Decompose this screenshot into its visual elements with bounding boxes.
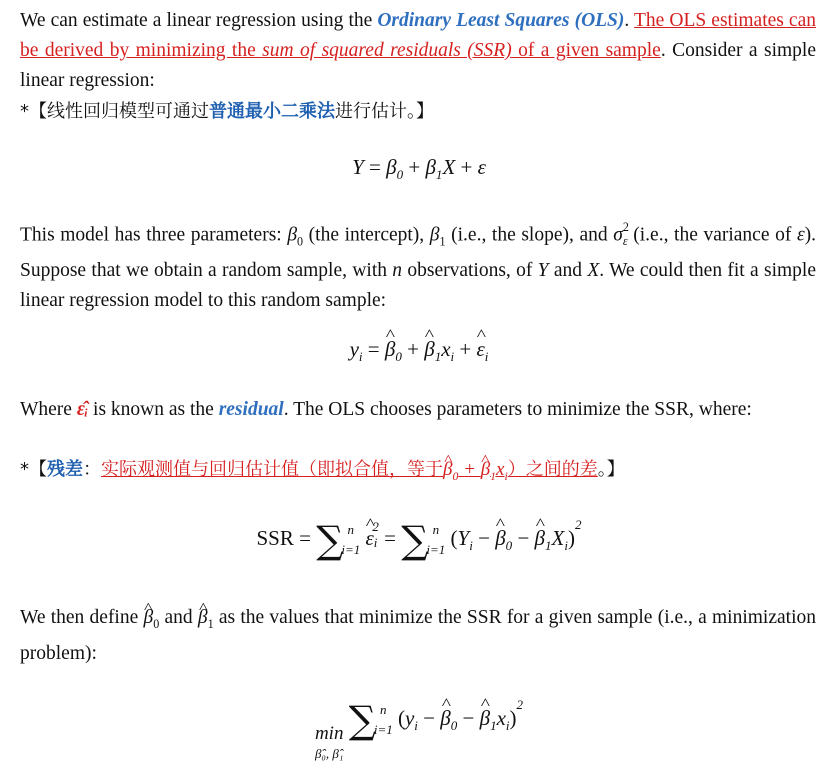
- note1-close: 进行估计。】: [335, 101, 434, 122]
- residual-symbol: ε̂ᵢ: [76, 399, 89, 420]
- ssr-equation: SSR = ∑ n i=1 ^ $\varepsilon_i^2$ = ∑ n i=1 ($Y_i$ − ^ $\beta_0$ − ^ $\beta_1X_i)^2$: [0, 520, 838, 560]
- note2-close: 。】: [597, 459, 625, 480]
- sum-top-1: n: [347, 522, 355, 537]
- note2-fitted-expr: ^ $\beta_0$ + ^ $\beta_1x_i$: [443, 459, 508, 480]
- chinese-note-1: [20, 97, 816, 127]
- chinese-note-2: [20, 455, 816, 492]
- sum-limits-3: [374, 700, 393, 740]
- sum-sign-3: ∑: [348, 697, 376, 742]
- sum-limits-2: [426, 520, 445, 560]
- min-subscript: β̂₀, β̂₁: [314, 745, 344, 761]
- note2-open: 【: [29, 459, 47, 480]
- sum-limits-1: [341, 520, 360, 560]
- note-star: *: [20, 101, 29, 122]
- note2-colon: ：: [83, 459, 101, 480]
- sum-sign-2: ∑: [401, 517, 429, 562]
- regression-equation: $Y = \beta_0 + \beta_1X + \varepsilon$: [352, 155, 486, 183]
- sum-bottom-1: i=1: [341, 542, 361, 557]
- residual-paragraph: [20, 395, 816, 425]
- sum-top-3: n: [380, 702, 387, 717]
- intro-paragraph: [20, 6, 816, 96]
- intro-text-b: .: [624, 10, 634, 31]
- note2-definition-b: ）之间的差: [507, 459, 598, 480]
- note2-definition-a: 实际观测值与回归估计值（即拟合值，等于: [101, 459, 443, 480]
- sum-bottom-3: i=1: [373, 722, 393, 737]
- ols-definition-b: of a given sample: [511, 40, 661, 61]
- ols-definition-a: The OLS estimates can be derived by minimizing the: [20, 10, 816, 61]
- note2-residual-cn: 残差: [47, 459, 83, 480]
- intro-text: We can estimate a linear regression using the: [20, 10, 378, 31]
- parameters-paragraph: This model has three parameters: $\beta_0$ (the intercept), $\beta_1$ (i.e., the slope), and $\sigma^2_\varepsilon$ (i.e., the variance of ε). Suppose that we obtain a random sample, with n observations, of Y and X. We could then fit a simple linear regression model to this random sample:: [20, 220, 816, 312]
- note1-open: 【线性回归模型可通过: [29, 101, 209, 122]
- min-equation: min β̂₀, β̂₁ ∑ n i=1 ($y_i$ − ^ $\beta_0$ − ^ $\beta_1x_i)^2$: [0, 700, 838, 764]
- min-word: min: [314, 722, 344, 744]
- residual-text-b: is known as the: [88, 399, 219, 420]
- intro-text-c: . Consider a simple linear regression:: [20, 40, 816, 91]
- sum-bottom-2: i=1: [426, 542, 446, 557]
- ols-term: Ordinary Least Squares (OLS): [377, 10, 625, 31]
- fitted-equation: $y_i$ = ^ $\beta_0$ + ^ $\beta_1x_i$ + ^ $\varepsilon_i$: [0, 337, 838, 365]
- residual-text-c: . The OLS chooses parameters to minimize the SSR, where:: [283, 399, 752, 420]
- ssr-label: SSR: [256, 525, 294, 550]
- note2-definition: [101, 459, 598, 483]
- ssr-term: sum of squared residuals (SSR): [262, 40, 512, 61]
- minimize-paragraph: We then define ^ $\beta_0$ and ^ $\beta_1$ as the values that minimize the SSR for a given sample (i.e., a minimization problem):: [20, 603, 816, 669]
- sum-sign-1: ∑: [316, 517, 344, 562]
- residual-text-a: Where: [20, 399, 77, 420]
- residual-term: residual: [218, 399, 284, 420]
- note2-star: *: [20, 459, 29, 480]
- note1-ols-cn: 普通最小二乘法: [209, 101, 335, 122]
- sum-top-2: n: [432, 522, 440, 537]
